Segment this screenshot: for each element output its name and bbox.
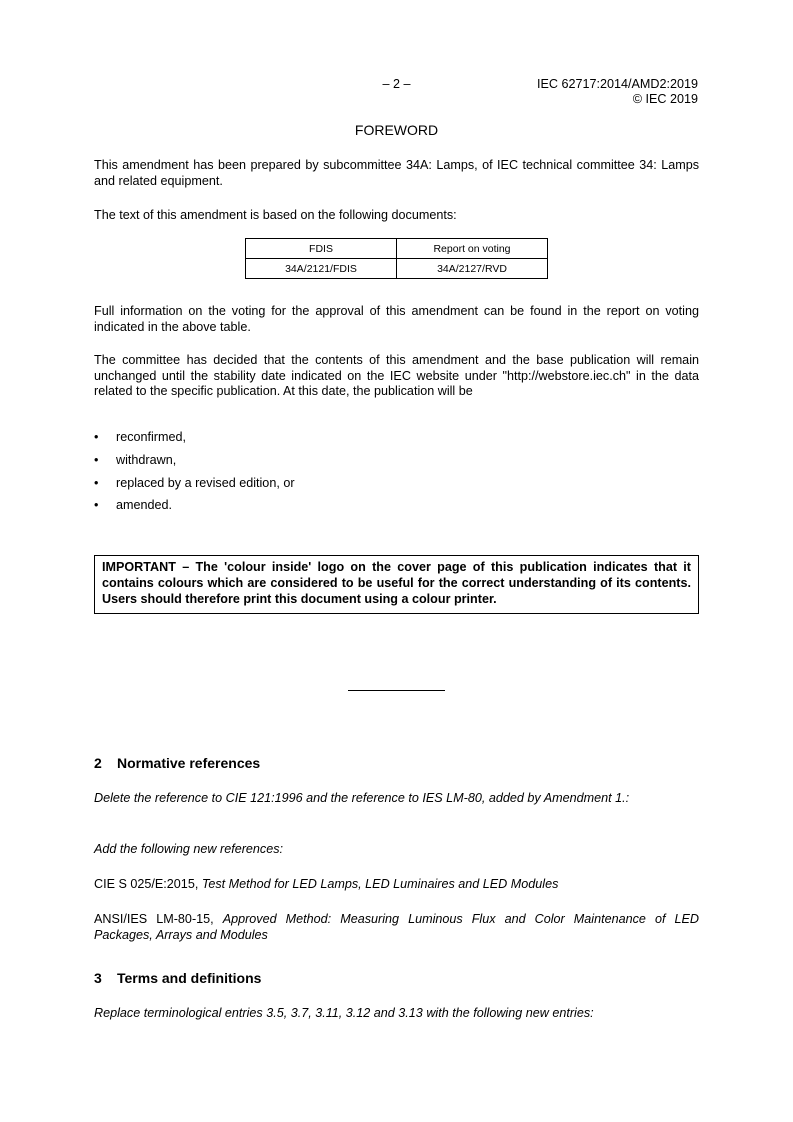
section-number: 2 [94,755,102,771]
table-header-row [246,239,548,259]
bullet-icon: • [94,453,99,467]
document-id: IEC 62717:2014/AMD2:2019 [536,77,698,91]
foreword-paragraph-4: The committee has decided that the contents of this amendment and the base publication will remain unchanged until the stability date indicated on the IEC website under "http://webstore.iec.ch" in the data related to the specific publication. At this date, the publication will be [94,353,699,398]
bullet-icon: • [94,430,99,444]
bullet-icon: • [94,476,99,490]
bullet-icon: • [94,498,99,512]
reference-code: ANSI/IES LM-80-15, [94,912,223,926]
table-cell: 34A/2121/FDIS [246,259,397,279]
reference-cie-s025 [94,877,699,893]
list-item-text: amended. [116,498,173,512]
foreword-title: FOREWORD [354,122,439,138]
document-reference [537,77,698,106]
important-notice: IMPORTANT – The 'colour inside' logo on the cover page of this publication indicates that it contains colours which are considered to be useful for the correct understanding of its contents. Users should therefore print this document using a colour printer. [94,555,699,614]
table-row [246,259,548,279]
list-item-text: withdrawn, [116,453,177,467]
reference-code: CIE S 025/E:2015, [94,877,202,891]
section-title: Normative references [117,755,261,771]
section-3-heading [94,970,261,986]
list-item-text: reconfirmed, [116,430,186,444]
table-header-cell: Report on voting [397,239,548,259]
foreword-paragraph-2: The text of this amendment is based on the following documents: [94,208,457,222]
page-number: – 2 – [382,77,411,91]
voting-documents-table [245,238,548,279]
foreword-paragraph-1: This amendment has been prepared by subcommittee 34A: Lamps, of IEC technical committee 34: Lamps and related equipment. [94,158,699,188]
reference-title: Test Method for LED Lamps, LED Luminaires and LED Modules [201,877,559,891]
section-3-instruction: Replace terminological entries 3.5, 3.7, 3.11, 3.12 and 3.13 with the following new entries: [94,1006,594,1020]
table-cell: 34A/2127/RVD [397,259,548,279]
copyright-notice: © IEC 2019 [632,91,698,106]
section-title: Terms and definitions [117,970,262,986]
section-number: 3 [94,970,102,986]
separator-line [348,690,445,691]
list-item-text: replaced by a revised edition, or [116,476,295,490]
reference-title: Approved Method: Measuring Luminous Flux and Color Maintenance of LED Packages, Arrays and Modules [94,912,700,942]
section-2-heading [94,755,260,771]
reference-ansi-ies-lm80 [94,912,699,943]
section-2-instruction-1: Delete the reference to CIE 121:1996 and the reference to IES LM-80, added by Amendment 1.: [94,791,630,805]
section-2-instruction-2: Add the following new references: [94,842,284,856]
table-header-cell: FDIS [246,239,397,259]
foreword-paragraph-3: Full information on the voting for the approval of this amendment can be found in the report on voting indicated in the above table. [94,304,699,334]
